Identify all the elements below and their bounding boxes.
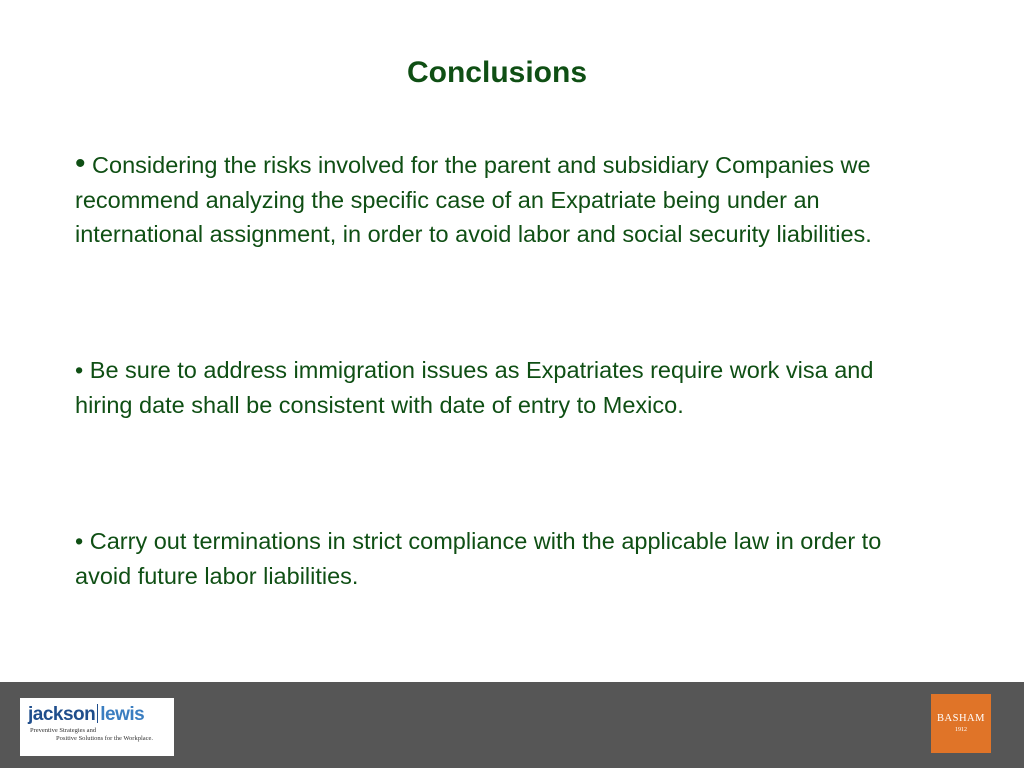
jackson-lewis-wordmark xyxy=(28,703,166,727)
bullet-text: Carry out terminations in strict compliance with the applicable law in order to avoid future labor liabilities. xyxy=(75,528,882,589)
tagline-line-2: Positive Solutions for the Workplace. xyxy=(56,735,154,742)
bullet-marker: • xyxy=(75,357,84,383)
logo-separator xyxy=(97,704,98,723)
bullet-text: Considering the risks involved for the parent and subsidiary Companies we recommend analyzing the specific case of an Expatriate being under an international assignment, in order to avoid labor and social security liabilities. xyxy=(75,152,872,247)
basham-year: 1912 xyxy=(955,727,967,733)
bullet-item xyxy=(75,353,905,422)
footer-bar xyxy=(0,682,1024,768)
bullet-item xyxy=(75,148,905,252)
jackson-lewis-tagline xyxy=(30,727,166,743)
bullet-text: Be sure to address immigration issues as Expatriates require work visa and hiring date shall be consistent with date of entry to Mexico. xyxy=(75,357,874,418)
basham-name: BASHAM xyxy=(937,713,985,724)
slide-title: Conclusions xyxy=(406,56,587,89)
logo-name-first: jackson xyxy=(28,704,96,725)
bullet-marker: • xyxy=(75,528,84,554)
bullet-marker: • xyxy=(75,147,86,180)
tagline-line-1: Preventive Strategies and xyxy=(30,727,97,734)
jackson-lewis-logo xyxy=(20,698,174,756)
basham-logo xyxy=(931,694,991,753)
bullet-item xyxy=(75,524,905,593)
logo-name-last: lewis xyxy=(100,704,145,725)
